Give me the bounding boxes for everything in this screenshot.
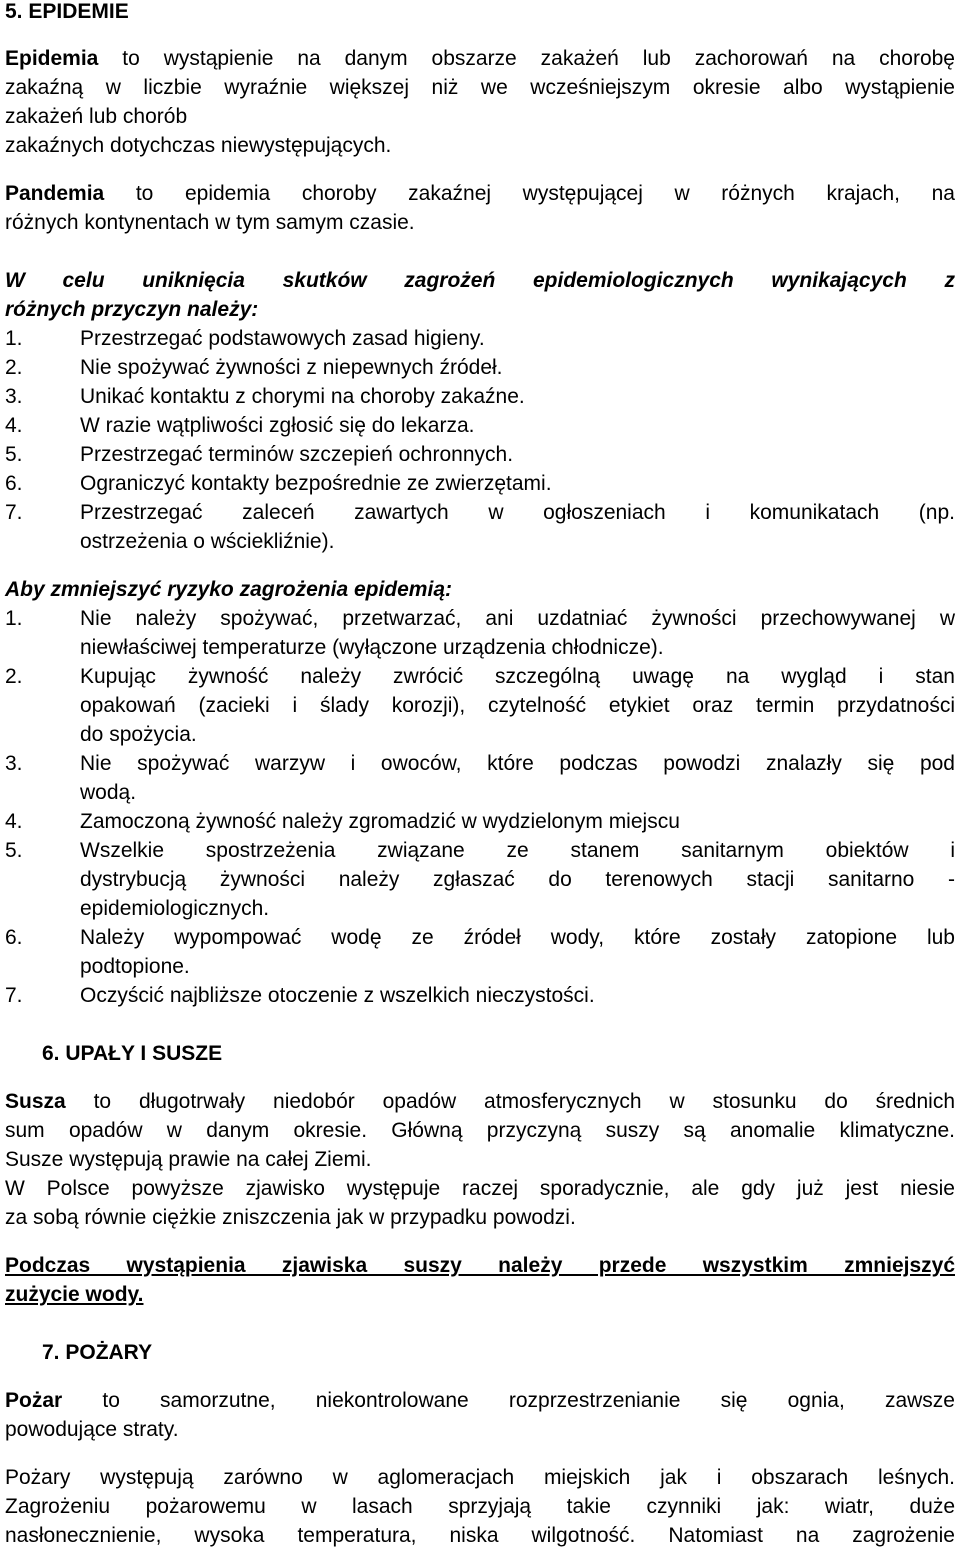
list1-num-4: 4.	[5, 414, 23, 437]
list2-num-4: 4.	[5, 810, 23, 833]
susza-term: Susza	[5, 1090, 66, 1113]
list2-item-5-line-1: Wszelkie spostrzeżenia związane ze stanem sanitarnym obiektów i	[80, 839, 955, 862]
list2-item-6-line-2: podtopione.	[80, 955, 190, 978]
list2-item-6-line-1: Należy wypompować wodę ze źródeł wody, które zostały zatopione lub	[80, 926, 955, 949]
list1-num-1: 1.	[5, 327, 23, 350]
list1-item-3: Unikać kontaktu z chorymi na choroby zakaźne.	[80, 385, 525, 408]
list2-item-2-line-2: opakowań (zacieki i ślady korozji), czytelność etykiet oraz termin przydatności	[80, 694, 955, 717]
list1-num-2: 2.	[5, 356, 23, 379]
prevention-heading-line-1: W celu uniknięcia skutków zagrożeń epidemiologicznych wynikających z	[5, 269, 955, 292]
pozar-text-1: to samorzutne, niekontrolowane rozprzestrzenianie się ognia, zawsze	[102, 1389, 955, 1412]
pozar-term: Pożar	[5, 1389, 63, 1412]
epidemia-text-1: to wystąpienie na danym obszarze zakażeń lub zachorowań na chorobę	[122, 47, 955, 70]
pandemia-term: Pandemia	[5, 182, 105, 205]
susza-definition-line-2: sum opadów w danym okresie. Główną przyczyną suszy są anomalie klimatyczne.	[5, 1119, 955, 1142]
list1-num-7: 7.	[5, 501, 23, 524]
epidemia-definition-line-1	[5, 47, 955, 71]
list2-item-1-line-2: niewłaściwej temperaturze (wyłączone urządzenia chłodnicze).	[80, 636, 664, 659]
list1-item-2: Nie spożywać żywności z niepewnych źródeł.	[80, 356, 503, 379]
fires-paragraph-line-3: nasłonecznienie, wysoka temperatura, niska wilgotność. Natomiast na zagrożenie	[5, 1524, 955, 1547]
list1-item-5: Przestrzegać terminów szczepień ochronnych.	[80, 443, 514, 466]
list2-item-2-line-3: do spożycia.	[80, 723, 197, 746]
list1-item-7-line-2: ostrzeżenia o wściekliźnie).	[80, 530, 335, 553]
list1-item-7-line-1: Przestrzegać zaleceń zawartych w ogłoszeniach i komunikatach (np.	[80, 501, 955, 524]
list2-item-3-line-1: Nie spożywać warzyw i owoców, które podczas powodzi znalazły się pod	[80, 752, 955, 775]
list2-item-4: Zamoczoną żywność należy zgromadzić w wydzielonym miejscu	[80, 810, 680, 833]
section-6-heading: 6. UPAŁY I SUSZE	[42, 1042, 223, 1065]
list1-item-6: Ograniczyć kontakty bezpośrednie ze zwierzętami.	[80, 472, 552, 495]
pozar-definition-line-1	[5, 1389, 955, 1413]
list2-num-7: 7.	[5, 984, 23, 1007]
list2-num-3: 3.	[5, 752, 23, 775]
section-5-heading: 5. EPIDEMIE	[5, 0, 129, 23]
epidemia-definition-line-2: zakaźną w liczbie wyraźnie większej niż we wcześniejszym okresie albo wystąpienie	[5, 76, 955, 99]
list2-item-7: Oczyścić najbliższe otoczenie z wszelkich nieczystości.	[80, 984, 595, 1007]
list2-num-2: 2.	[5, 665, 23, 688]
prevention-heading-line-2: różnych przyczyn należy:	[5, 298, 259, 321]
list2-num-1: 1.	[5, 607, 23, 630]
susza-definition-line-3: Susze występują prawie na całej Ziemi.	[5, 1148, 372, 1171]
fires-paragraph-line-2: Zagrożeniu pożarowemu w lasach sprzyjają takie czynniki jak: wiatr, duże	[5, 1495, 955, 1518]
water-saving-note-line-2: zużycie wody.	[5, 1283, 144, 1306]
fires-paragraph-line-1: Pożary występują zarówno w aglomeracjach miejskich jak i obszarach leśnych.	[5, 1466, 955, 1489]
list2-item-5-line-3: epidemiologicznych.	[80, 897, 270, 920]
pandemia-definition-line-1	[5, 182, 955, 206]
susza-text-1: to długotrwały niedobór opadów atmosferycznych w stosunku do średnich	[93, 1090, 955, 1113]
list2-item-2-line-1: Kupując żywność należy zwrócić szczególną uwagę na wygląd i stan	[80, 665, 955, 688]
list2-item-1-line-1: Nie należy spożywać, przetwarzać, ani uzdatniać żywności przechowywanej w	[80, 607, 955, 630]
list1-num-5: 5.	[5, 443, 23, 466]
epidemia-definition-line-4: zakaźnych dotychczas niewystępujących.	[5, 134, 392, 157]
list1-num-3: 3.	[5, 385, 23, 408]
water-saving-note-line-1: Podczas wystąpienia zjawiska suszy należy przede wszystkim zmniejszyć	[5, 1254, 955, 1277]
susza-definition-line-1	[5, 1090, 955, 1114]
section-7-heading: 7. POŻARY	[42, 1341, 153, 1364]
list2-num-5: 5.	[5, 839, 23, 862]
list1-item-1: Przestrzegać podstawowych zasad higieny.	[80, 327, 485, 350]
epidemia-definition-line-3: zakażeń lub chorób	[5, 105, 188, 128]
poland-drought-line-2: za sobą równie ciężkie zniszczenia jak w przypadku powodzi.	[5, 1206, 576, 1229]
list2-num-6: 6.	[5, 926, 23, 949]
risk-reduction-heading: Aby zmniejszyć ryzyko zagrożenia epidemią:	[5, 578, 452, 601]
list2-item-5-line-2: dystrybucją żywności należy zgłaszać do terenowych stacji sanitarno -	[80, 868, 955, 891]
list2-item-3-line-2: wodą.	[80, 781, 137, 804]
pandemia-definition-line-2: różnych kontynentach w tym samym czasie.	[5, 211, 415, 234]
pandemia-text-1: to epidemia choroby zakaźnej występującej w różnych krajach, na	[135, 182, 955, 205]
list1-item-4: W razie wątpliwości zgłosić się do lekarza.	[80, 414, 475, 437]
pozar-definition-line-2: powodujące straty.	[5, 1418, 179, 1441]
epidemia-term: Epidemia	[5, 47, 99, 70]
poland-drought-line-1: W Polsce powyższe zjawisko występuje raczej sporadycznie, ale gdy już jest niesie	[5, 1177, 955, 1200]
list1-num-6: 6.	[5, 472, 23, 495]
